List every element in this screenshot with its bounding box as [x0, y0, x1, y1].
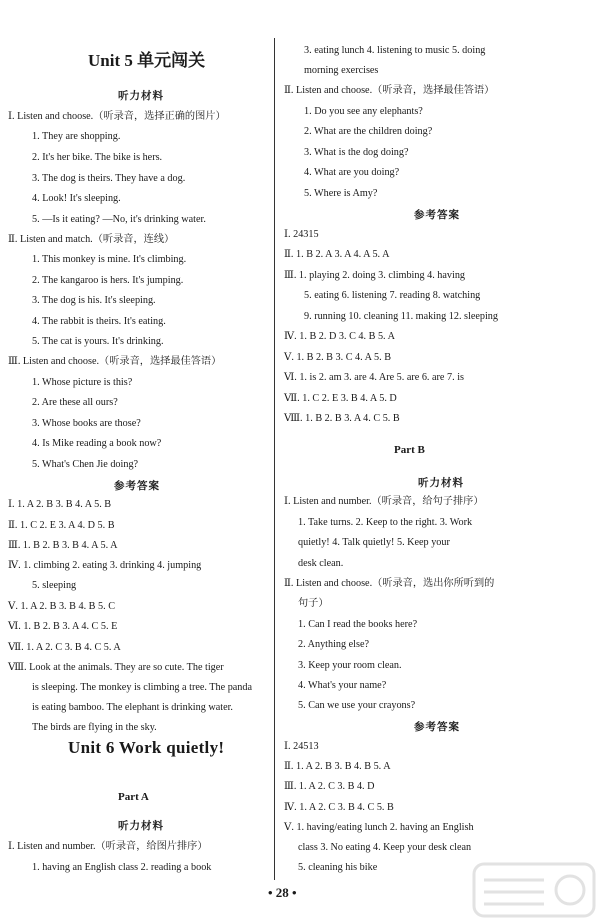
left-line-7: 1. This monkey is mine. It's climbing. [32, 254, 187, 265]
part-a-heading: Part A [118, 791, 149, 803]
unit5-title: Unit 5 单元闯关 [88, 51, 206, 70]
left-line-3: 3. The dog is theirs. They have a dog. [32, 173, 186, 184]
left-line-17: 5. What's Chen Jie doing? [32, 459, 139, 470]
left-line-25: Ⅶ. 1. A 2. C 3. B 4. C 5. A [8, 642, 121, 653]
right-line-29: Ⅰ. 24513 [284, 741, 319, 752]
left-line-13: 1. Whose picture is this? [32, 377, 133, 388]
left-line-9: 3. The dog is his. It's sleeping. [32, 295, 156, 306]
left-line-12: Ⅲ. Listen and choose.（听录音，选择最佳答语） [8, 356, 222, 367]
left-line-18: Ⅰ. 1. A 2. B 3. B 4. A 5. B [8, 499, 112, 510]
right-line-34: class 3. No eating 4. Keep your desk clean [298, 842, 472, 853]
right-line-31: Ⅲ. 1. A 2. C 3. B 4. D [284, 781, 375, 792]
left-line-16: 4. Is Mike reading a book now? [32, 438, 162, 449]
left-line-28: is eating bamboo. The elephant is drinking water. [32, 702, 233, 713]
right-line-30: Ⅱ. 1. A 2. B 3. B 4. B 5. A [284, 761, 391, 772]
left-line-6: Ⅱ. Listen and match.（听录音，连线） [8, 234, 175, 245]
left-line-10: 4. The rabbit is theirs. It's eating. [32, 316, 166, 327]
left-line-5: 5. —Is it eating? —No, it's drinking water. [32, 214, 206, 225]
right-line-12: 9. running 10. cleaning 11. making 12. sleeping [304, 311, 498, 322]
right-line-26: 3. Keep your room clean. [298, 660, 402, 671]
left-line-24: Ⅵ. 1. B 2. B 3. A 4. C 5. E [8, 621, 118, 632]
right-line-32: Ⅳ. 1. A 2. C 3. B 4. C 5. B [284, 802, 394, 813]
right-line-5: 3. What is the dog doing? [304, 147, 409, 158]
right-line-8: Ⅰ. 24315 [284, 229, 319, 240]
unit6-title: Unit 6 Work quietly! [68, 738, 225, 757]
watermark-logo-icon [470, 860, 598, 920]
left-line-14: 2. Are these all ours? [32, 397, 118, 408]
right-line-19: 1. Take turns. 2. Keep to the right. 3. Work [298, 517, 473, 528]
left-line-31: 1. having an English class 2. reading a book [32, 862, 212, 873]
column-divider [274, 38, 275, 880]
page-number: • 28 • [268, 885, 297, 900]
right-line-21: desk clean. [298, 558, 344, 569]
right-line-10: Ⅲ. 1. playing 2. doing 3. climbing 4. having [284, 270, 466, 281]
right-line-35: 5. cleaning his bike [298, 862, 378, 873]
right-line-6: 4. What are you doing? [304, 167, 400, 178]
right-section-header-1: 听力材料 [418, 478, 464, 489]
right-line-9: Ⅱ. 1. B 2. A 3. A 4. A 5. A [284, 249, 390, 260]
right-line-1: morning exercises [304, 65, 379, 76]
right-line-18: Ⅰ. Listen and number.（听录音，给句子排序） [284, 496, 484, 507]
left-line-15: 3. Whose books are those? [32, 418, 141, 429]
left-line-26: Ⅷ. Look at the animals. They are so cute. The tiger [8, 662, 224, 673]
left-line-29: The birds are flying in the sky. [32, 722, 157, 733]
right-line-14: Ⅴ. 1. B 2. B 3. C 4. A 5. B [284, 352, 391, 363]
left-line-4: 4. Look! It's sleeping. [32, 193, 121, 204]
right-line-25: 2. Anything else? [298, 639, 370, 650]
left-line-23: Ⅴ. 1. A 2. B 3. B 4. B 5. C [8, 601, 115, 612]
right-line-17: Ⅷ. 1. B 2. B 3. A 4. C 5. B [284, 413, 400, 424]
right-line-27: 4. What's your name? [298, 680, 387, 691]
right-line-4: 2. What are the children doing? [304, 126, 433, 137]
left-line-2: 2. It's her bike. The bike is hers. [32, 152, 163, 163]
right-line-22: Ⅱ. Listen and choose.（听录音，选出你所听到的 [284, 578, 495, 589]
right-line-0: 3. eating lunch 4. listening to music 5. doing [304, 45, 486, 56]
right-line-7: 5. Where is Amy? [304, 188, 378, 199]
right-line-33: Ⅴ. 1. having/eating lunch 2. having an English [284, 822, 474, 833]
left-line-11: 5. The cat is yours. It's drinking. [32, 336, 164, 347]
left-line-0: Ⅰ. Listen and choose.（听录音，选择正确的图片） [8, 111, 226, 122]
right-line-16: Ⅶ. 1. C 2. E 3. B 4. A 5. D [284, 393, 397, 404]
left-line-20: Ⅲ. 1. B 2. B 3. B 4. A 5. A [8, 540, 118, 551]
right-line-15: Ⅵ. 1. is 2. am 3. are 4. Are 5. are 6. are 7. is [284, 372, 464, 383]
left-line-8: 2. The kangaroo is hers. It's jumping. [32, 275, 184, 286]
left-section-header-1: 参考答案 [114, 481, 160, 492]
right-line-3: 1. Do you see any elephants? [304, 106, 423, 117]
right-line-11: 5. eating 6. listening 7. reading 8. watching [304, 290, 481, 301]
left-line-30: Ⅰ. Listen and number.（听录音，给图片排序） [8, 841, 208, 852]
left-line-1: 1. They are shopping. [32, 131, 121, 142]
left-line-27: is sleeping. The monkey is climbing a tree. The panda [32, 682, 253, 693]
right-section-header-2: 参考答案 [414, 722, 460, 733]
right-line-23: 句子） [298, 598, 329, 609]
left-section-header-0: 听力材料 [118, 91, 164, 102]
right-line-28: 5. Can we use your crayons? [298, 700, 416, 711]
right-line-24: 1. Can I read the books here? [298, 619, 418, 630]
left-line-22: 5. sleeping [32, 580, 77, 591]
right-section-header-0: 参考答案 [414, 210, 460, 221]
left-line-19: Ⅱ. 1. C 2. E 3. A 4. D 5. B [8, 520, 115, 531]
right-line-2: Ⅱ. Listen and choose.（听录音，选择最佳答语） [284, 85, 495, 96]
left-line-21: Ⅳ. 1. climbing 2. eating 3. drinking 4. jumping [8, 560, 202, 571]
part-b-heading: Part B [394, 444, 425, 456]
right-line-13: Ⅳ. 1. B 2. D 3. C 4. B 5. A [284, 331, 395, 342]
right-line-20: quietly! 4. Talk quietly! 5. Keep your [298, 537, 450, 548]
left-section-header-2: 听力材料 [118, 821, 164, 832]
